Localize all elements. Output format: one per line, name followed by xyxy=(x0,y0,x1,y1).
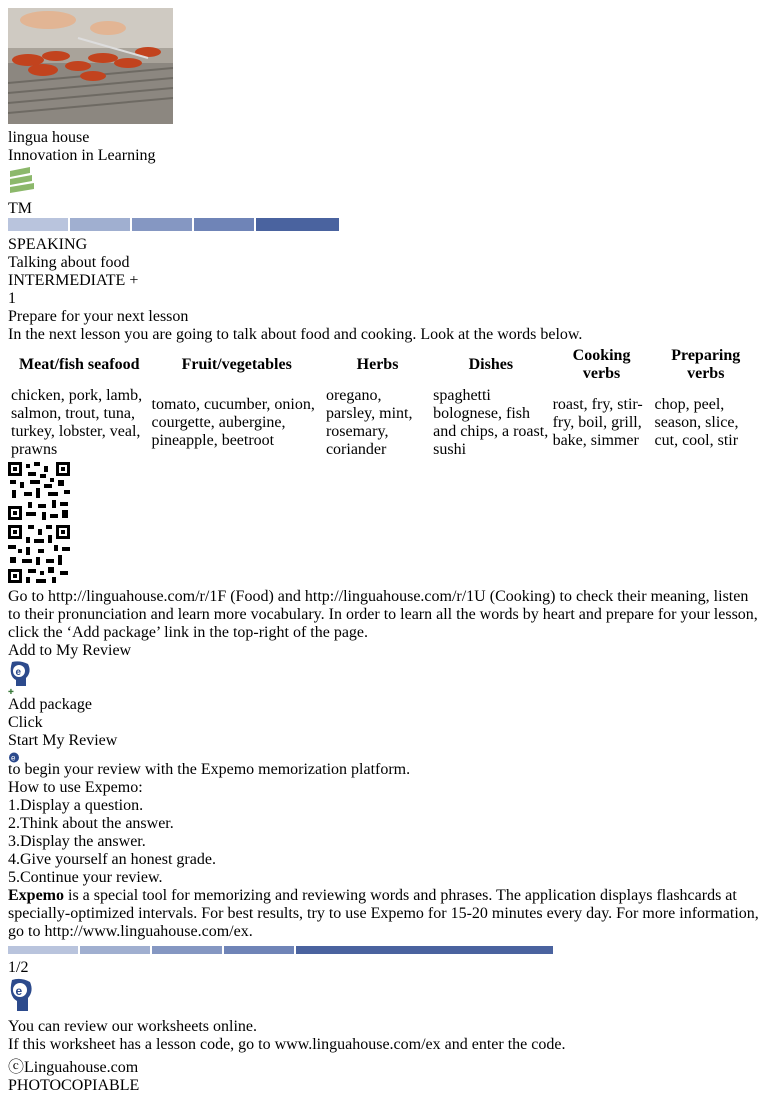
expemo-small-icon xyxy=(8,750,20,761)
table-header: Herbs xyxy=(356,356,399,373)
svg-text:e: e xyxy=(15,984,23,998)
table-cell: chicken, pork, lamb, salmon, trout, tuna, turkey, lobster, veal, prawns xyxy=(11,387,143,458)
table-cell: spaghetti bolognese, fish and chips, a roast, sushi xyxy=(433,387,549,458)
review-panel-title: Add to My Review xyxy=(8,642,132,659)
svg-text:e: e xyxy=(15,667,22,678)
brand-logo-icon xyxy=(8,165,760,200)
table-header: Preparing verbs xyxy=(671,347,741,382)
expemo-description: is a special tool for memorizing and reviewing words and phrases. The application displays flashcards at specially-optimized intervals. For best results, try to use Expemo for 15-20 minutes every day. For more information, go to http://www.linguahouse.com/ex. xyxy=(8,887,759,940)
howto-steps xyxy=(8,797,760,887)
page-title: Talking about food xyxy=(8,254,130,271)
add-package-link[interactable]: Add package xyxy=(8,696,92,713)
trademark: TM xyxy=(8,200,32,217)
vocabulary-table xyxy=(8,344,760,462)
table-cell: chop, peel, season, slice, cut, cool, stir xyxy=(654,396,739,449)
step-text: Display a question. xyxy=(20,797,144,814)
section-number: 1 xyxy=(8,290,16,307)
svg-text:e: e xyxy=(11,753,16,763)
step-text: Think about the answer. xyxy=(20,815,174,832)
table-header: Cooking verbs xyxy=(572,347,631,382)
list-item xyxy=(8,869,760,887)
links-paragraph: Go to http://linguahouse.com/r/1F (Food) and http://linguahouse.com/r/1U (Cooking) to check their meaning, listen to their pronunciation and learn more vocabulary. In order to learn all the words by heart and prepare for your lesson, click the ‘Add package’ link in the top-right of the page. xyxy=(8,588,758,641)
header-photo-grill xyxy=(8,8,760,129)
table-header: Dishes xyxy=(468,356,514,373)
level-label: INTERMEDIATE + xyxy=(8,272,139,289)
brand-tagline: Innovation in Learning xyxy=(8,147,156,164)
table-cell: oregano, parsley, mint, rosemary, coriander xyxy=(325,387,413,458)
page-number: 1/2 xyxy=(8,959,29,976)
step-number: 3. xyxy=(8,833,20,850)
step-text: Give yourself an honest grade. xyxy=(20,851,216,868)
section-title: Prepare for your next lesson xyxy=(8,308,189,325)
list-item xyxy=(8,815,760,833)
click-label: Click xyxy=(8,714,43,731)
table-header: Fruit/vegetables xyxy=(181,356,292,373)
expemo-paragraph xyxy=(8,887,760,941)
step-text: Continue your review. xyxy=(20,869,163,886)
header-bar xyxy=(8,218,339,236)
table-header: Meat/fish seafood xyxy=(19,356,140,373)
step-number: 4. xyxy=(8,851,20,868)
intro-text: In the next lesson you are going to talk about food and cooking. Look at the words below. xyxy=(8,326,583,343)
footer-line-1: You can review our worksheets online. xyxy=(8,1018,257,1035)
step-text: Display the answer. xyxy=(20,833,146,850)
qr-code-cooking[interactable] xyxy=(8,525,760,588)
footer-expemo-icon xyxy=(8,977,760,1018)
list-item xyxy=(8,851,760,869)
photocopiable-stamp: PHOTOCOPIABLE xyxy=(8,1077,140,1094)
table-cell: roast, fry, stir-fry, boil, grill, bake, simmer xyxy=(552,396,643,449)
footer-copyright: ⓒLinguahouse.com xyxy=(8,1059,139,1076)
howto-heading: How to use Expemo: xyxy=(8,779,143,796)
footer-bar xyxy=(8,941,553,959)
table-row xyxy=(10,386,758,460)
list-item xyxy=(8,833,760,851)
expemo-name: Expemo xyxy=(8,887,64,904)
list-item xyxy=(8,797,760,815)
step-number: 5. xyxy=(8,869,20,886)
brand-logo-text: lingua house xyxy=(8,129,90,146)
footer-line-2: If this worksheet has a lesson code, go to www.linguahouse.com/ex and enter the code. xyxy=(8,1036,566,1053)
start-my-review-label: Start My Review xyxy=(8,732,118,749)
expemo-logo-icon xyxy=(8,660,32,688)
table-header-row xyxy=(10,346,758,384)
qr-code-food[interactable] xyxy=(8,462,760,525)
plus-icon: ✚ xyxy=(8,688,14,696)
start-my-review-button[interactable] xyxy=(8,732,760,750)
section-label: SPEAKING xyxy=(8,236,88,253)
step-number: 2. xyxy=(8,815,20,832)
table-cell: tomato, cucumber, onion, courgette, aubergine, pineapple, beetroot xyxy=(151,396,315,449)
click-description: to begin your review with the Expemo memorization platform. xyxy=(8,761,411,778)
step-number: 1. xyxy=(8,797,20,814)
